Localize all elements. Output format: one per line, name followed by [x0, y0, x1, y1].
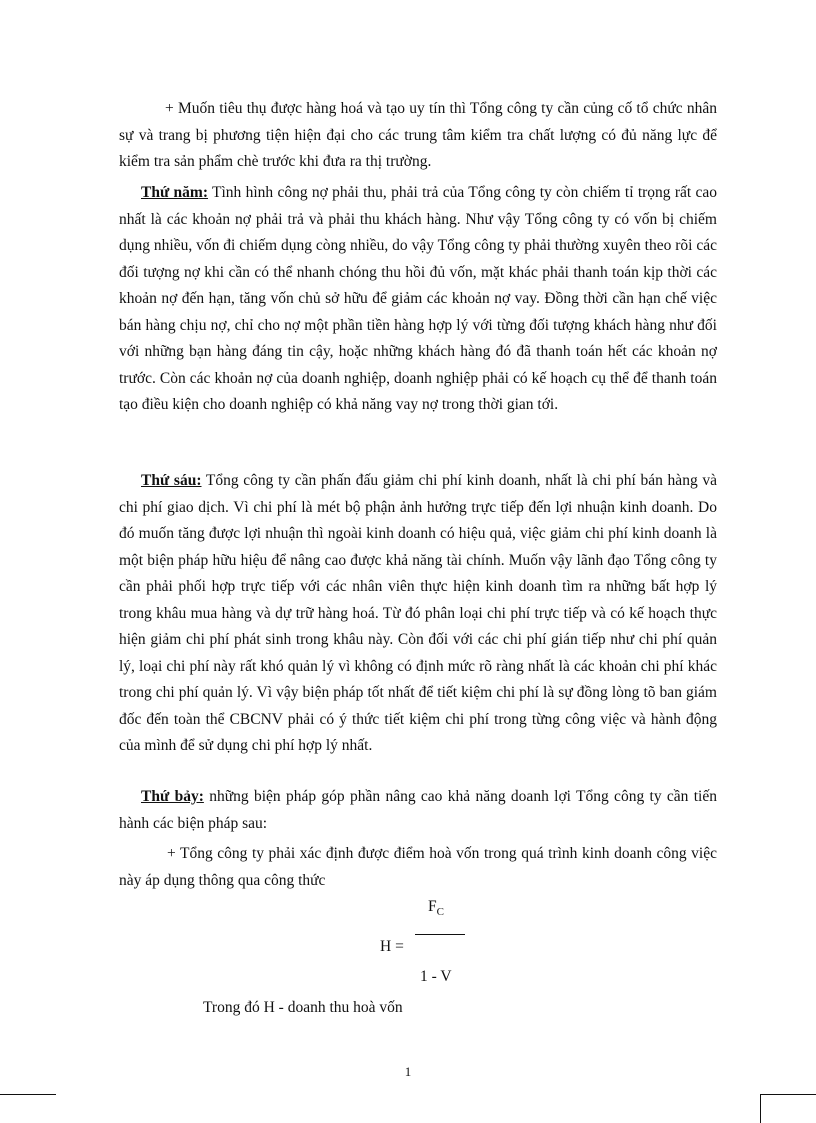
- corner-mark-right-vertical: [760, 1094, 761, 1123]
- fraction-bar: [415, 934, 465, 935]
- heading-fifth: Thứ năm:: [141, 184, 209, 201]
- paragraph-consumption: + Muốn tiêu thụ được hàng hoá và tạo uy tín thì Tổng công ty cần củng cố tổ chức nhân sự và trang bị phương tiện hiện đại cho các trung tâm kiểm tra chất lượng có đủ năng lực để kiểm tra sản phẩm chè trước khi đưa ra thị trường.: [119, 100, 717, 170]
- numerator-symbol: F: [428, 898, 437, 915]
- heading-seventh: Thứ bảy:: [141, 788, 204, 805]
- page-number: 1: [404, 1064, 412, 1079]
- formula-note: Trong đó H - doanh thu hoà vốn: [203, 999, 403, 1016]
- paragraph-fifth: [119, 180, 717, 419]
- paragraph-fifth-body: Tình hình công nợ phải thu, phải trả của Tổng công ty còn chiếm tỉ trọng rất cao nhất là các khoản nợ phải trả và phải thu khách hàng. Như vậy Tổng công ty có vốn bị chiếm dụng nhiều, vốn đi chiếm dụng còng nhiều, do vậy Tổng công ty phải thường xuyên theo rõi các đối tượng nợ khi cần có thể nhanh chóng thu hồi đủ vốn, mặt khác phải thanh toán kịp thời các khoản nợ đến hạn, tăng vốn chủ sở hữu để giảm các khoản nợ vay. Đồng thời cần hạn chế việc bán hàng chịu nợ, chỉ cho nợ một phần tiền hàng hợp lý với từng đối tượng khách hàng như đối với những bạn hàng đáng tin cậy, hoặc những khách hàng đó đã thanh toán hết các khoản nợ trước. Còn các khoản nợ của doanh nghiệp, doanh nghiệp phải có kế hoạch cụ thể để thanh toán tạo điều kiện cho doanh nghiệp có khả năng vay nợ trong thời gian tới.: [119, 184, 717, 413]
- formula-lhs: H =: [380, 938, 404, 955]
- formula-numerator: [428, 898, 444, 918]
- numerator-subscript: C: [436, 906, 444, 919]
- paragraph-seventh: [119, 784, 717, 837]
- corner-mark-left: [0, 1094, 56, 1095]
- corner-mark-right: [760, 1094, 816, 1095]
- paragraph-seventh-body: những biện pháp góp phần nâng cao khả năng doanh lợi Tổng công ty cần tiến hành các biện pháp sau:: [119, 788, 717, 832]
- formula-denominator: 1 - V: [420, 968, 452, 985]
- paragraph-sixth: [119, 468, 717, 760]
- paragraph-sixth-body: Tổng công ty cần phấn đấu giảm chi phí kinh doanh, nhất là chi phí bán hàng và chi phí giao dịch. Vì chi phí là mét bộ phận ảnh hưởng trực tiếp đến lợi nhuận kinh doanh. Do đó muốn tăng được lợi nhuận thì ngoài kinh doanh có hiệu quả, việc giảm chi phí kinh doanh là một biện pháp hữu hiệu để nâng cao được khả năng tài chính. Muốn vậy lãnh đạo Tổng công ty cần phải phối hợp trực tiếp với các nhân viên thực hiện kinh doanh tìm ra những bất hợp lý trong khâu mua hàng và dự trữ hàng hoá. Từ đó phân loại chi phí trực tiếp và có kế hoạch thực hiện giảm chi phí phát sinh trong khâu này. Còn đối với các chi phí gián tiếp như chi phí quản lý, loại chi phí này rất khó quản lý vì không có định mức rõ ràng nhất là các khoản chi phí khác trong chi phí quản lý. Vì vậy biện pháp tốt nhất để tiết kiệm chi phí là sự đồng lòng tõ ban giám đốc đến toàn thể CBCNV phải có ý thức tiết kiệm chi phí trong từng công việc và hành động của mình để sử dụng chi phí hợp lý nhất.: [119, 472, 717, 754]
- heading-sixth: Thứ sáu:: [141, 472, 202, 489]
- paragraph-break-even: + Tổng công ty phải xác định được điểm hoà vốn trong quá trình kinh doanh công việc này áp dụng thông qua công thức: [119, 845, 717, 889]
